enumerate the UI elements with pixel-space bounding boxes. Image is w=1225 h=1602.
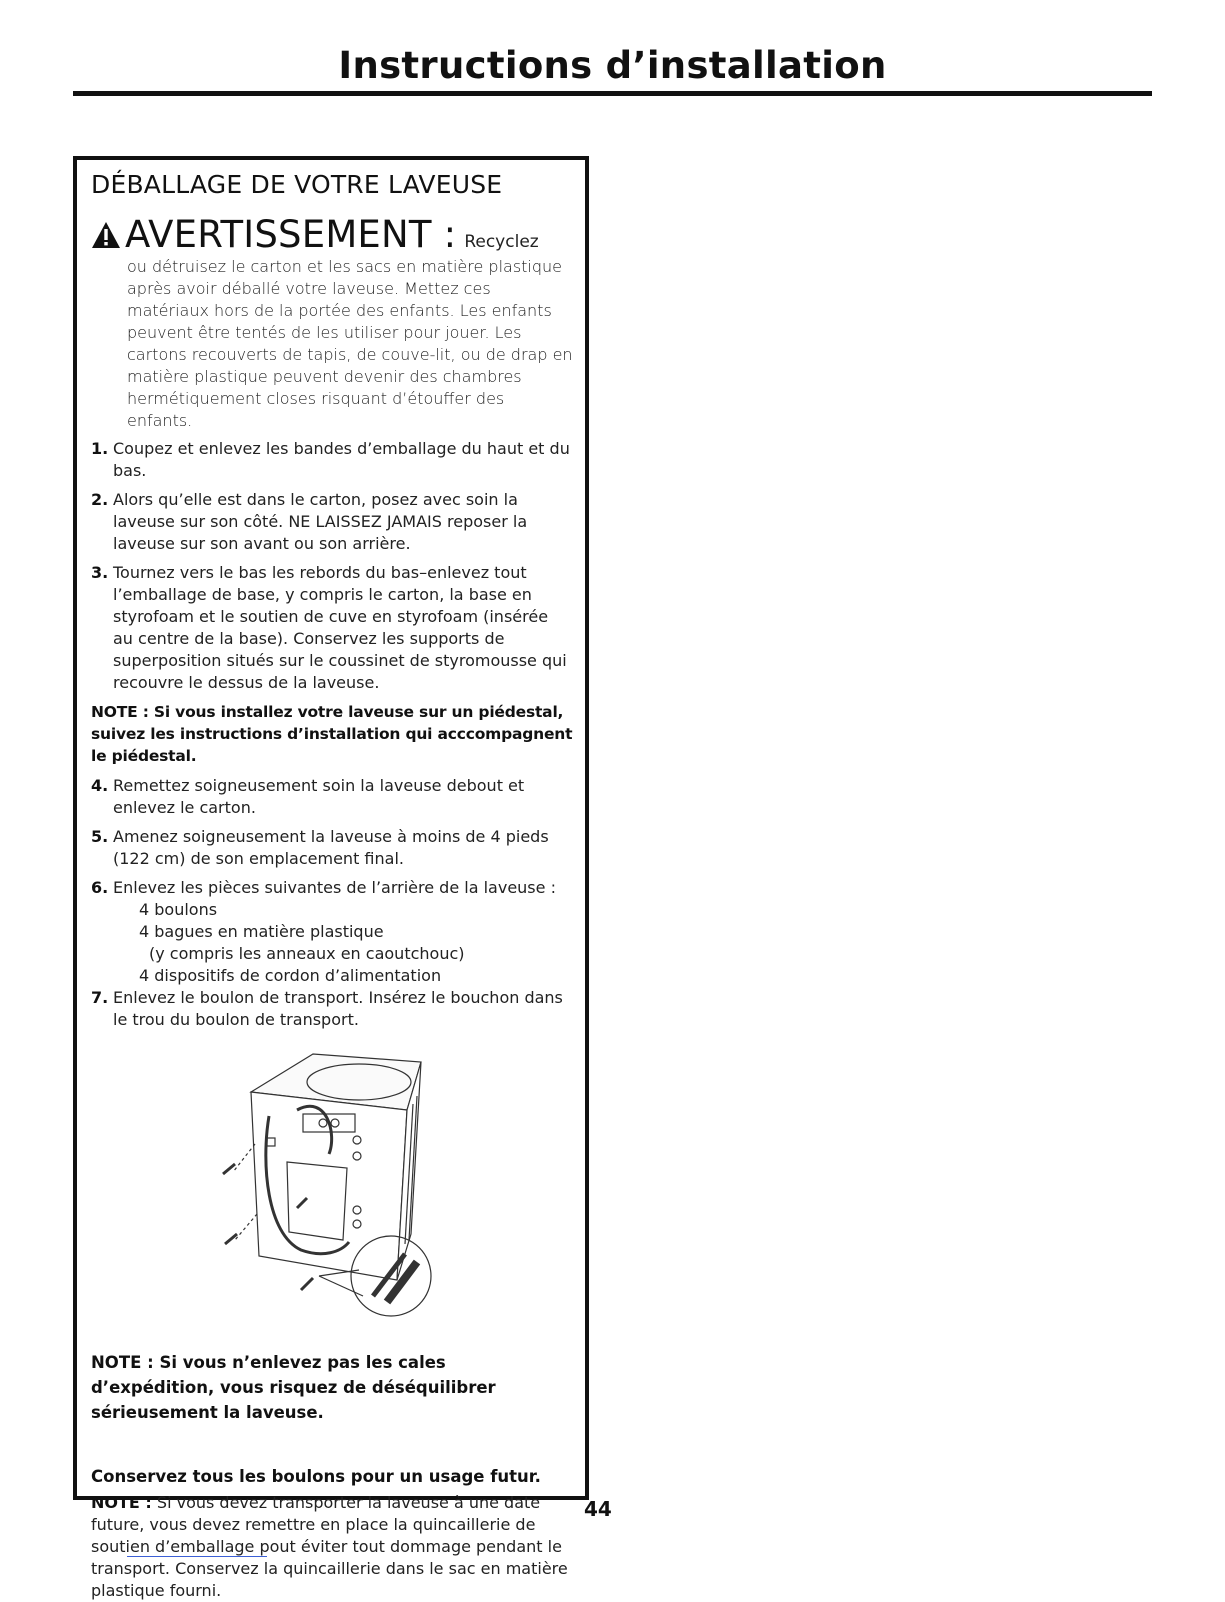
- pedestal-note: NOTE : Si vous installez votre laveuse sur un piédestal, suivez les instructions d’installation qui acccompagnent le piédestal.: [91, 703, 573, 765]
- list-item: [91, 826, 573, 870]
- unpacking-section-box: [73, 156, 589, 1600]
- steps-list-a: [91, 438, 573, 694]
- section-heading: DÉBALLAGE DE VOTRE LAVEUSE: [91, 170, 503, 199]
- step-number: 1.: [91, 439, 109, 458]
- step-number: 4.: [91, 776, 109, 795]
- list-item: [91, 438, 573, 482]
- step-number: 3.: [91, 563, 109, 582]
- parts-list: [139, 899, 573, 987]
- steps-list-c: [91, 987, 573, 1031]
- parts-item: 4 dispositifs de cordon d’alimentation: [139, 966, 442, 985]
- step-text: Enlevez le boulon de transport. Insérez le bouchon dans le trou du boulon de transport.: [113, 988, 563, 1029]
- page-title: Instructions d’installation: [338, 44, 887, 87]
- warning-body: ou détruisez le carton et les sacs en matière plastique après avoir déballé votre laveuse. Mettez ces matériaux hors de la portée des enfants. Les enfants peuvent être tentés de les utiliser pour jouer. Les cartons recouverts de tapis, de couve-lit, ou de drap en matière plastique peuvent devenir des chambres hermétiquement closes risquant d’étouffer des enfants.: [127, 257, 573, 430]
- washer-back-illustration: [91, 1044, 573, 1324]
- title-rule: [73, 91, 1152, 96]
- step-text: Remettez soigneusement soin la laveuse debout et enlevez le carton.: [113, 776, 525, 817]
- step-text: Enlevez les pièces suivantes de l’arrière de la laveuse :: [113, 878, 556, 897]
- transport-note-text: Si vous devez transporter la laveuse à une date future, vous devez remettre en place la quincaillerie de soutien d’emballage pout éviter tout dommage pendant le transport. Conservez la quincaillerie dans le sac en matière plastique fourni.: [91, 1493, 568, 1600]
- step-text: Tournez vers le bas les rebords du bas–enlevez tout l’emballage de base, y compris le carton, la base en styrofoam et le soutien de cuve en styrofoam (insérée au centre de la base). Conservez les supports de superposition situés sur le coussinet de styromousse qui recouvre le dessus de la laveuse.: [113, 563, 567, 692]
- transport-note: [91, 1492, 573, 1602]
- list-item: [91, 489, 573, 555]
- step-number: 2.: [91, 490, 109, 509]
- footer-link-line: [127, 1556, 267, 1557]
- shipping-bolts-note: NOTE : Si vous n’enlevez pas les cales d’expédition, vous risquez de déséquilibrer sérieusement la laveuse.: [91, 1353, 496, 1422]
- warning-lead: Recyclez: [464, 232, 539, 252]
- page-number: 44: [584, 1497, 612, 1521]
- step-text: Alors qu’elle est dans le carton, posez avec soin la laveuse sur son côté. NE LAISSEZ JAMAIS reposer la laveuse sur son avant ou son arrière.: [113, 490, 528, 553]
- list-item: [91, 775, 573, 819]
- step-number: 7.: [91, 988, 109, 1007]
- keep-bolts-note: Conservez tous les boulons pour un usage futur.: [91, 1467, 541, 1486]
- list-item: [91, 877, 573, 899]
- list-item: [91, 562, 573, 694]
- list-item: [91, 987, 573, 1031]
- step-number: 6.: [91, 878, 109, 897]
- steps-list-b: [91, 775, 573, 899]
- warning-word: AVERTISSEMENT :: [125, 213, 457, 256]
- parts-item: 4 boulons: [139, 900, 218, 919]
- section-content: [91, 170, 573, 1602]
- step-number: 5.: [91, 827, 109, 846]
- warning-header: [91, 213, 573, 256]
- parts-item: (y compris les anneaux en caoutchouc): [149, 944, 465, 963]
- step-text: Amenez soigneusement la laveuse à moins de 4 pieds (122 cm) de son emplacement final.: [113, 827, 549, 868]
- warning-triangle-icon: [91, 221, 121, 249]
- parts-item: 4 bagues en matière plastique: [139, 922, 384, 941]
- step-text: Coupez et enlevez les bandes d’emballage du haut et du bas.: [113, 439, 570, 480]
- transport-note-lead: NOTE :: [91, 1493, 152, 1512]
